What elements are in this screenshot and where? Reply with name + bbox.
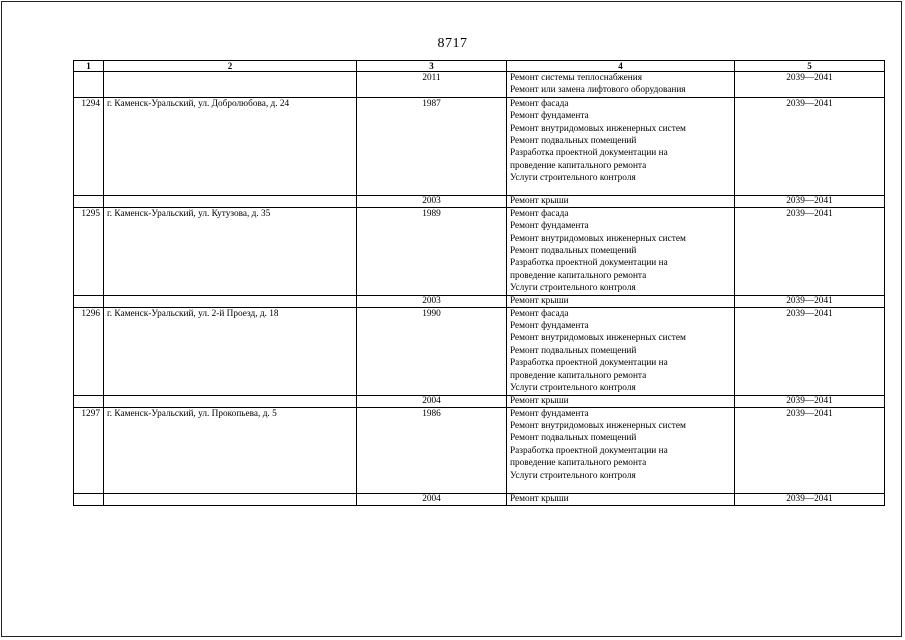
work-item: Ремонт внутридомовых инженерных систем [510, 233, 686, 244]
period-cell: 2039—2041 [735, 195, 885, 207]
column-header: 1 [74, 61, 104, 72]
row-number-cell [74, 195, 104, 207]
repair-schedule-table [73, 60, 885, 506]
table-subrow [74, 72, 885, 98]
row-number-cell: 1295 [74, 207, 104, 295]
work-item: Ремонт фундамента [510, 321, 589, 332]
works-cell [507, 307, 735, 395]
table-row [74, 97, 885, 195]
work-item: Ремонт или замена лифтового оборудования [510, 85, 686, 96]
works-cell [507, 195, 735, 207]
period-cell: 2039—2041 [735, 97, 885, 195]
work-item: Ремонт фасада [510, 308, 569, 319]
address-cell [104, 72, 357, 98]
works-cell [507, 97, 735, 195]
address-cell: г. Каменск-Уральский, ул. Кутузова, д. 35 [104, 207, 357, 295]
period-cell: 2039—2041 [735, 307, 885, 395]
work-item: Ремонт фундамента [510, 221, 589, 232]
work-item: Ремонт крыши [510, 493, 569, 504]
table-row [74, 207, 885, 295]
table-row [74, 307, 885, 395]
row-number-cell [74, 295, 104, 307]
work-item: Услуги строительного контроля [510, 173, 636, 184]
commission-year-cell: 1986 [357, 407, 507, 493]
commission-year-cell: 2003 [357, 295, 507, 307]
work-item: проведение капитального ремонта [510, 458, 647, 469]
work-item: Ремонт подвальных помещений [510, 246, 637, 257]
table-subrow [74, 395, 885, 407]
commission-year-cell: 1989 [357, 207, 507, 295]
table-body [74, 72, 885, 506]
works-cell [507, 407, 735, 493]
address-cell: г. Каменск-Уральский, ул. Прокопьева, д. 5 [104, 407, 357, 493]
work-item: проведение капитального ремонта [510, 160, 647, 171]
row-number-cell: 1296 [74, 307, 104, 395]
period-cell: 2039—2041 [735, 207, 885, 295]
work-item: Разработка проектной документации на [510, 258, 668, 269]
work-item: Услуги строительного контроля [510, 470, 636, 481]
row-number-cell [74, 493, 104, 505]
address-cell [104, 295, 357, 307]
work-item: Ремонт фундамента [510, 111, 589, 122]
works-cell [507, 72, 735, 98]
work-item: Ремонт фасада [510, 98, 569, 109]
commission-year-cell: 2004 [357, 395, 507, 407]
works-cell [507, 295, 735, 307]
address-cell: г. Каменск-Уральский, ул. 2-й Проезд, д. 18 [104, 307, 357, 395]
work-item: Ремонт крыши [510, 295, 569, 306]
page-number: 8717 [437, 36, 468, 51]
work-item: Разработка проектной документации на [510, 358, 668, 369]
commission-year-cell: 1987 [357, 97, 507, 195]
period-cell: 2039—2041 [735, 72, 885, 98]
table-row [74, 407, 885, 493]
work-item: Ремонт системы теплоснабжения [510, 73, 643, 83]
column-header: 2 [104, 61, 357, 72]
works-cell [507, 207, 735, 295]
address-cell: г. Каменск-Уральский, ул. Добролюбова, д. 24 [104, 97, 357, 195]
table-subrow [74, 295, 885, 307]
table-header-row [74, 61, 885, 72]
work-item: Ремонт подвальных помещений [510, 345, 637, 356]
commission-year-cell: 2011 [357, 72, 507, 98]
column-header: 3 [357, 61, 507, 72]
column-header: 4 [507, 61, 735, 72]
period-cell: 2039—2041 [735, 395, 885, 407]
row-number-cell: 1294 [74, 97, 104, 195]
commission-year-cell: 1990 [357, 307, 507, 395]
work-item: Ремонт подвальных помещений [510, 136, 637, 147]
works-cell [507, 395, 735, 407]
row-number-cell [74, 395, 104, 407]
work-item: Ремонт внутридомовых инженерных систем [510, 333, 686, 344]
work-item: Разработка проектной документации на [510, 148, 668, 159]
work-item: Ремонт крыши [510, 195, 569, 206]
work-item: Ремонт внутридомовых инженерных систем [510, 123, 686, 134]
work-item: Услуги строительного контроля [510, 283, 636, 294]
row-number-cell [74, 72, 104, 98]
column-header: 5 [735, 61, 885, 72]
works-cell [507, 493, 735, 505]
work-item: проведение капитального ремонта [510, 370, 647, 381]
address-cell [104, 195, 357, 207]
work-item: Ремонт внутридомовых инженерных систем [510, 420, 686, 431]
work-item: Услуги строительного контроля [510, 383, 636, 394]
table-subrow [74, 195, 885, 207]
work-item: проведение капитального ремонта [510, 270, 647, 281]
address-cell [104, 395, 357, 407]
commission-year-cell: 2003 [357, 195, 507, 207]
commission-year-cell: 2004 [357, 493, 507, 505]
row-number-cell: 1297 [74, 407, 104, 493]
address-cell [104, 493, 357, 505]
work-item: Ремонт фасада [510, 208, 569, 219]
period-cell: 2039—2041 [735, 493, 885, 505]
work-item: Ремонт крыши [510, 395, 569, 406]
work-item: Ремонт подвальных помещений [510, 433, 637, 444]
table-subrow [74, 493, 885, 505]
work-item: Ремонт фундамента [510, 408, 589, 419]
period-cell: 2039—2041 [735, 407, 885, 493]
work-item: Разработка проектной документации на [510, 445, 668, 456]
period-cell: 2039—2041 [735, 295, 885, 307]
